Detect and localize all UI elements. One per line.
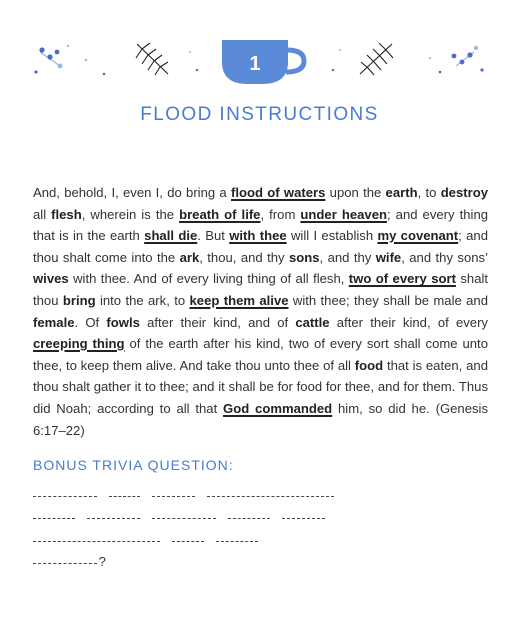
- answer-word-blank[interactable]: [87, 518, 140, 519]
- passage-text: all: [33, 206, 52, 222]
- passage-text: upon the: [325, 185, 386, 200]
- key-word: flesh: [51, 206, 82, 222]
- key-phrase: two of every sort: [348, 271, 456, 287]
- key-word: cattle: [295, 314, 330, 330]
- passage-text: , wherein is the: [81, 206, 180, 222]
- answer-word-blank[interactable]: [172, 541, 204, 542]
- key-word: sons: [288, 249, 320, 265]
- passage-text: . Of: [74, 314, 107, 330]
- key-word: wife: [375, 249, 402, 265]
- key-word: female: [33, 314, 75, 330]
- answer-word-blank[interactable]: [152, 518, 216, 519]
- key-word: fowls: [106, 314, 140, 330]
- pine-branch-icon: [136, 43, 168, 75]
- pine-branch-icon: [360, 43, 393, 75]
- key-word: food: [354, 357, 384, 373]
- scripture-passage: [33, 182, 488, 441]
- key-word: earth: [385, 185, 418, 200]
- key-word: destroy: [440, 185, 488, 200]
- passage-text: . But: [197, 228, 230, 244]
- key-phrase: under heaven: [300, 206, 387, 222]
- answer-word-blank[interactable]: [207, 496, 334, 497]
- passage-text: , thou, and thy: [199, 249, 289, 265]
- key-phrase: with thee: [229, 228, 287, 244]
- passage-text: of the earth after his kind, two of every sort shall come unto thee, to keep them alive. And take thou unto thee of all: [33, 336, 488, 373]
- passage-text: And, behold, I, even I, do bring a: [33, 185, 231, 200]
- passage-text: after their kind, of every: [329, 314, 488, 330]
- key-phrase: flood of waters: [231, 185, 326, 200]
- answer-word-blank[interactable]: [216, 541, 258, 542]
- page-title: FLOOD INSTRUCTIONS: [140, 104, 379, 125]
- passage-text: with thee. And of every living thing of all flesh,: [68, 271, 349, 287]
- passage-text: , and thy: [319, 249, 376, 265]
- key-phrase: breath of life: [179, 206, 261, 222]
- passage-text: shalt thou: [33, 271, 489, 308]
- answer-word-blank[interactable]: [152, 496, 194, 497]
- answer-word-blank[interactable]: [33, 541, 160, 542]
- cup-icon: [222, 40, 304, 84]
- passage-text: him, so did he. (Genesis 6:17–22): [33, 400, 488, 438]
- passage-text: into the ark, to: [95, 292, 190, 308]
- passage-text: , from: [260, 206, 301, 222]
- answer-word-blank[interactable]: [33, 563, 97, 564]
- key-phrase: shall die: [144, 228, 198, 244]
- key-phrase: creeping thing: [33, 336, 125, 352]
- question-mark: ?: [98, 554, 106, 569]
- passage-text: ; and every thing that is in the earth: [33, 206, 489, 244]
- passage-text: ; and thou shalt come into the: [33, 228, 488, 265]
- passage-text: after their kind, and of: [139, 314, 296, 330]
- answer-word-blank[interactable]: [33, 496, 97, 497]
- passage-text: with thee; they shall be male and: [288, 292, 488, 308]
- key-phrase: keep them alive: [189, 292, 289, 308]
- passage-text: , and thy sons’: [401, 249, 488, 265]
- passage-text: that is eaten, and thou shalt gather it to thee; and it shall be for food for thee, and for them. Thus did Noah; according to all that: [33, 357, 488, 416]
- key-word: wives: [33, 271, 69, 287]
- bonus-question-label: BONUS TRIVIA QUESTION:: [33, 457, 234, 473]
- berry-sprig-icon: [34, 45, 105, 75]
- answer-word-blank[interactable]: [282, 518, 324, 519]
- answer-word-blank[interactable]: [228, 518, 270, 519]
- answer-word-blank[interactable]: [33, 518, 75, 519]
- key-phrase: my covenant: [377, 228, 459, 244]
- header-illustration: [0, 0, 519, 100]
- passage-text: will I establish: [286, 228, 378, 244]
- key-phrase: God commanded: [223, 400, 333, 416]
- chapter-number: 1: [249, 53, 261, 75]
- key-word: ark: [179, 249, 200, 265]
- passage-text: , to: [417, 185, 441, 200]
- key-word: bring: [62, 292, 96, 308]
- berry-sprig-icon: [429, 46, 484, 73]
- answer-word-blank[interactable]: [109, 496, 141, 497]
